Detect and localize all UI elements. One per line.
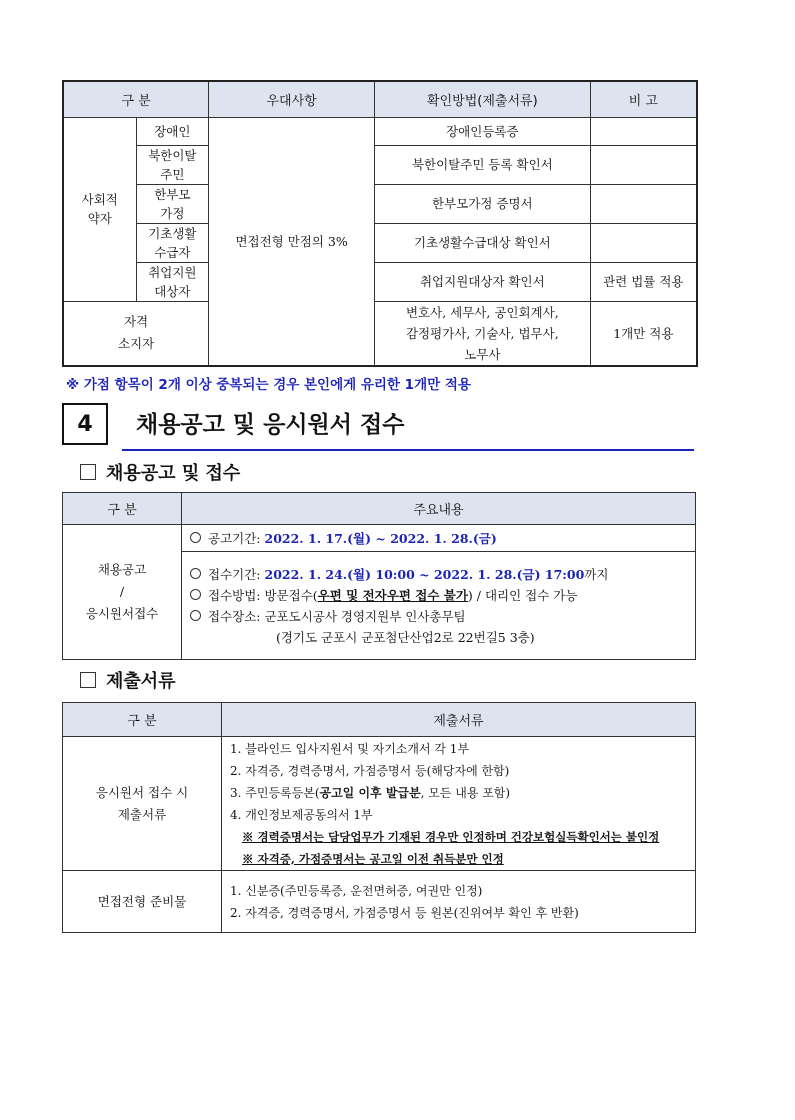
method-row — [190, 585, 695, 606]
docs-label: 응시원서 접수 시 제출서류 — [63, 737, 222, 871]
prep-list — [222, 871, 696, 933]
table-cell — [590, 223, 697, 262]
checkbox-icon — [80, 464, 96, 480]
method-label: 접수방법: 방문접수( — [208, 587, 318, 603]
subheading-docs — [80, 667, 176, 693]
table-cell — [590, 145, 697, 184]
table-cell — [590, 184, 697, 223]
list-item: 1. 신분증(주민등록증, 운전면허증, 여권만 인정) — [230, 883, 483, 898]
receipt-suffix: 까지 — [584, 566, 609, 582]
circle-bullet-icon — [190, 532, 201, 543]
receipt-period-row — [190, 564, 695, 585]
table-cell: 기초생활 수급자 — [136, 223, 209, 262]
table1-header-benefit: 우대사항 — [209, 81, 375, 117]
duplicate-note: ※ 가점 항목이 2개 이상 중복되는 경우 본인에게 유리한 1개만 적용 — [66, 377, 471, 393]
place-text: 접수장소: 군포도시공사 경영지원부 인사총무팀 — [208, 608, 466, 624]
table-cell: 관련 법률 적용 — [590, 262, 697, 301]
table-cell: 장애인 — [136, 117, 209, 145]
circle-bullet-icon — [190, 568, 201, 579]
cert-method: 변호사, 세무사, 공인회계사, 감정평가사, 기술사, 법무사, 노무사 — [375, 301, 591, 366]
table-cell: 북한이탈주민 등록 확인서 — [375, 145, 591, 184]
list-item — [230, 782, 695, 804]
receipt-value: 2022. 1. 24.(월) 10:00 ~ 2022. 1. 28.(금) 17:00 — [264, 566, 585, 582]
circle-bullet-icon — [190, 589, 201, 600]
cert-label: 자격 소지자 — [63, 301, 209, 366]
table2-header-category: 구 분 — [63, 493, 182, 525]
doc3-pre: 3. 주민등록등본( — [230, 785, 320, 800]
checkbox-icon — [80, 672, 96, 688]
period-label: 공고기간: — [208, 530, 265, 546]
docs-list — [222, 737, 696, 871]
method-value: 우편 및 전자우편 접수 불가 — [317, 587, 468, 603]
section-title: 채용공고 및 응시원서 접수 — [136, 412, 405, 438]
documents-table — [62, 702, 696, 933]
table3-header-docs: 제출서류 — [222, 703, 696, 737]
subheading-text: 채용공고 및 접수 — [106, 463, 241, 484]
table-cell: 한부모 가정 — [136, 184, 209, 223]
list-item: 1. 블라인드 입사지원서 및 자기소개서 각 1부 — [230, 741, 470, 756]
prep-label: 면접전형 준비물 — [63, 871, 222, 933]
table-cell: 장애인등록증 — [375, 117, 591, 145]
warning-career: ※ 경력증명서는 담당업무가 기재된 경우만 인정하며 건강보험실득확인서는 불인정 — [242, 829, 660, 844]
doc3-post: , 모든 내용 포함) — [420, 785, 511, 800]
table1-header-category: 구 분 — [63, 81, 209, 117]
list-item: 2. 자격증, 경력증명서, 가점증명서 등 원본(진위여부 확인 후 반환) — [230, 905, 579, 920]
section-number: 4 — [62, 403, 108, 445]
group-label-social: 사회적 약자 — [63, 117, 136, 301]
period-value: 2022. 1. 17.(월) ~ 2022. 1. 28.(금) — [264, 530, 497, 546]
list-item: 2. 자격증, 경력증명서, 가점증명서 등(해당자에 한함) — [230, 763, 510, 778]
circle-bullet-icon — [190, 610, 201, 621]
cert-note: 1개만 적용 — [590, 301, 697, 366]
preference-table — [62, 80, 698, 367]
doc3-bold: 공고일 이후 발급분 — [319, 785, 421, 800]
table1-header-note: 비 고 — [590, 81, 697, 117]
table1-header-method: 확인방법(제출서류) — [375, 81, 591, 117]
subheading-recruit — [80, 459, 240, 485]
place-row — [190, 606, 695, 627]
recruit-table — [62, 492, 696, 660]
recruit-label: 채용공고 / 응시원서접수 — [63, 525, 182, 660]
table-cell: 북한이탈 주민 — [136, 145, 209, 184]
warning-cert: ※ 자격증, 가점증명서는 공고일 이전 취득분만 인정 — [242, 851, 504, 866]
table-cell: 취업지원 대상자 — [136, 262, 209, 301]
list-item: 4. 개인정보제공동의서 1부 — [230, 807, 373, 822]
table-cell — [590, 117, 697, 145]
table-cell: 기초생활수급대상 확인서 — [375, 223, 591, 262]
table-cell: 한부모가정 증명서 — [375, 184, 591, 223]
receipt-details — [182, 552, 696, 660]
method-suffix: ) / 대리인 접수 가능 — [467, 587, 578, 603]
table3-header-category: 구 분 — [63, 703, 222, 737]
table2-header-content: 주요내용 — [182, 493, 696, 525]
receipt-label: 접수기간: — [208, 566, 265, 582]
table-cell: 취업지원대상자 확인서 — [375, 262, 591, 301]
address-text: (경기도 군포시 군포첨단산업2로 22번길5 3층) — [276, 629, 535, 645]
subheading-text: 제출서류 — [106, 671, 176, 692]
benefit-cell: 면접전형 만점의 3% — [209, 117, 375, 366]
period-row — [182, 525, 696, 552]
section-underline — [122, 449, 694, 451]
